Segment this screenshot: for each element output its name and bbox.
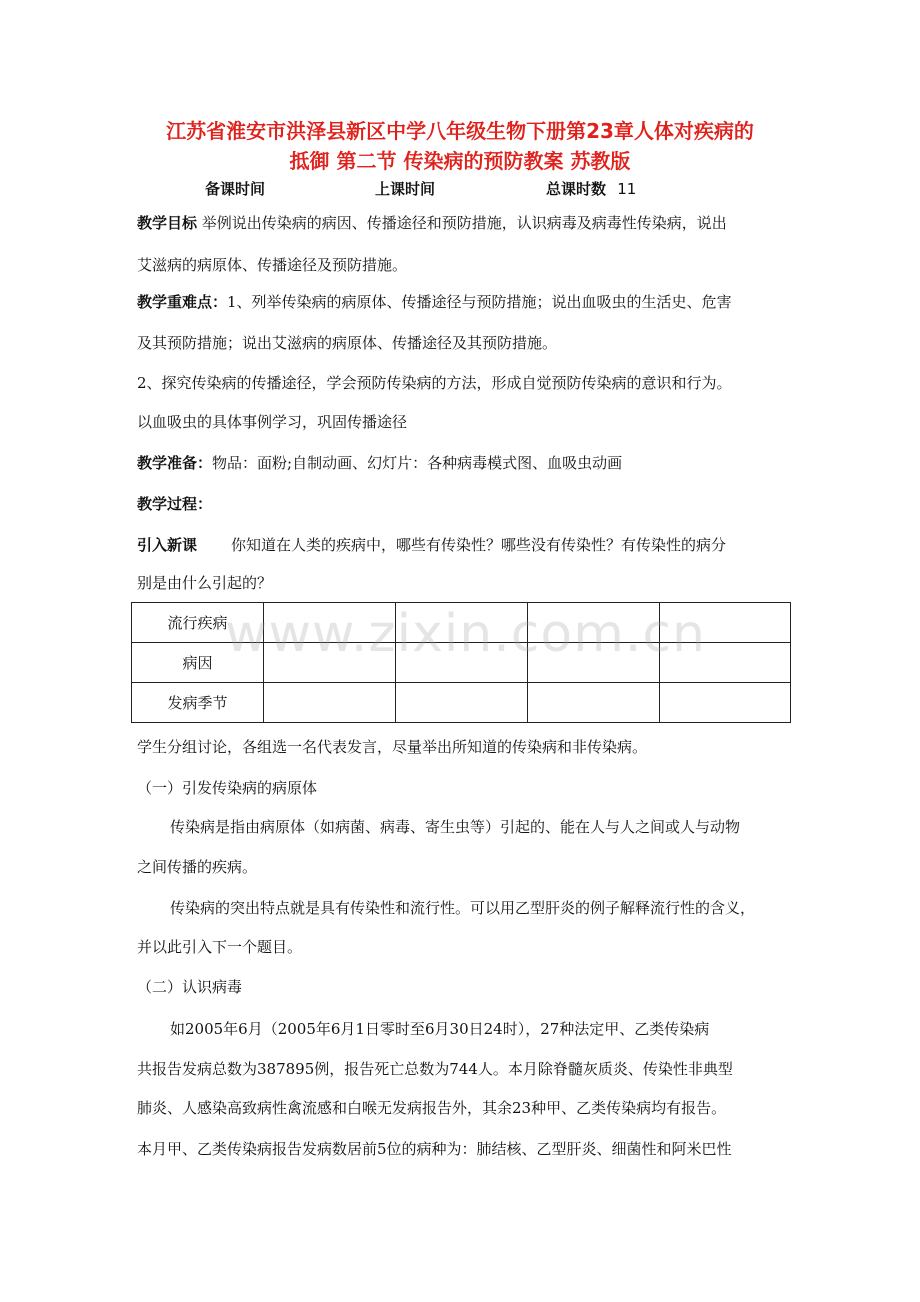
key-points-line-1 [137, 291, 792, 313]
section-2-line-3: 肺炎、人感染高致病性禽流感和白喉无发病报告外，其余23种甲、乙类传染病均有报告。 [137, 1099, 727, 1117]
table-row-header: 流行疾病 [132, 603, 264, 643]
table-cell [264, 603, 396, 643]
objectives-line-2: 艾滋病的病原体、传播途径及预防措施。 [137, 256, 408, 274]
table-row [132, 683, 791, 723]
table-cell [264, 683, 396, 723]
class-time-label: 上课时间 [375, 180, 436, 198]
table-row-header: 发病季节 [132, 683, 264, 723]
table-cell [396, 643, 528, 683]
key-points-line-4: 以血吸虫的具体事例学习，巩固传播途径 [137, 413, 408, 431]
section-2-line-2: 共报告发病总数为387895例，报告死亡总数为744人。本月除脊髓灰质炎、传染性非典型 [137, 1060, 733, 1078]
table-cell [660, 683, 791, 723]
section-2-line-1: 如2005年6月（2005年6月1日零时至6月30日24时），27种法定甲、乙类传染病 [170, 1020, 710, 1038]
table-cell [528, 603, 660, 643]
intro-label: 引入新课 [137, 536, 198, 554]
section-2-heading: （二）认识病毒 [137, 978, 243, 996]
preparation-text: 物品：面粉;自制动画、幻灯片：各种病毒模式图、血吸虫动画 [212, 454, 623, 472]
objectives-text-1: 举例说出传染病的病因、传播途径和预防措施，认识病毒及病毒性传染病，说出 [201, 214, 727, 232]
table-cell [528, 643, 660, 683]
discussion-text: 学生分组讨论，各组选一名代表发言，尽量举出所知道的传染病和非传染病。 [137, 738, 648, 756]
prep-time-label: 备课时间 [205, 180, 266, 198]
table-cell [528, 683, 660, 723]
table-row [132, 643, 791, 683]
preparation-line [137, 452, 792, 474]
table-cell [396, 603, 528, 643]
section-1-paragraph-2-line-1: 传染病的突出特点就是具有传染性和流行性。可以用乙型肝炎的例子解释流行性的含义， [170, 899, 756, 917]
section-2-line-4: 本月甲、乙类传染病报告发病数居前5位的病种为：肺结核、乙型肝炎、细菌性和阿米巴性 [137, 1140, 732, 1158]
section-1-paragraph-1-line-2: 之间传播的疾病。 [137, 858, 258, 876]
section-1-paragraph-2-line-2: 并以此引入下一个题目。 [137, 938, 303, 956]
key-points-label: 教学重难点： [137, 293, 228, 311]
process-label: 教学过程： [137, 495, 213, 513]
intro-text-1: 你知道在人类的疾病中，哪些有传染性？哪些没有传染性？有传染性的病分 [231, 536, 727, 554]
document-title-line-2: 抵御 第二节 传染病的预防教案 苏教版 [289, 149, 631, 173]
table-cell [264, 643, 396, 683]
table-cell [660, 643, 791, 683]
document-title-line-1: 江苏省淮安市洪泽县新区中学八年级生物下册第23章人体对疾病的 [166, 119, 754, 143]
total-hours-label: 总课时数 [546, 180, 607, 198]
objectives-label: 教学目标 [137, 214, 198, 232]
section-1-paragraph-1-line-1: 传染病是指由病原体（如病菌、病毒、寄生虫等）引起的、能在人与人之间或人与动物 [170, 818, 741, 836]
intro-line-1 [137, 534, 792, 556]
intro-line-2: 别是由什么引起的？ [137, 574, 273, 592]
table-cell [396, 683, 528, 723]
table-row [132, 603, 791, 643]
section-1-heading: （一）引发传染病的病原体 [137, 779, 318, 797]
key-points-line-2: 及其预防措施；说出艾滋病的病原体、传播途径及其预防措施。 [137, 334, 558, 352]
key-points-text-1: 1、列举传染病的病原体、传播途径与预防措施；说出血吸虫的生活史、危害 [227, 293, 732, 311]
total-hours [546, 178, 636, 199]
table-cell [660, 603, 791, 643]
table-row-header: 病因 [132, 643, 264, 683]
disease-table [131, 602, 791, 723]
objectives-line-1 [137, 212, 792, 234]
watermark: www.zixin.com.cn [225, 604, 706, 664]
key-points-line-3: 2、探究传染病的传播途径，学会预防传染病的方法，形成自觉预防传染病的意识和行为。 [137, 374, 732, 392]
preparation-label: 教学准备： [137, 454, 213, 472]
total-hours-value: 11 [617, 180, 637, 198]
